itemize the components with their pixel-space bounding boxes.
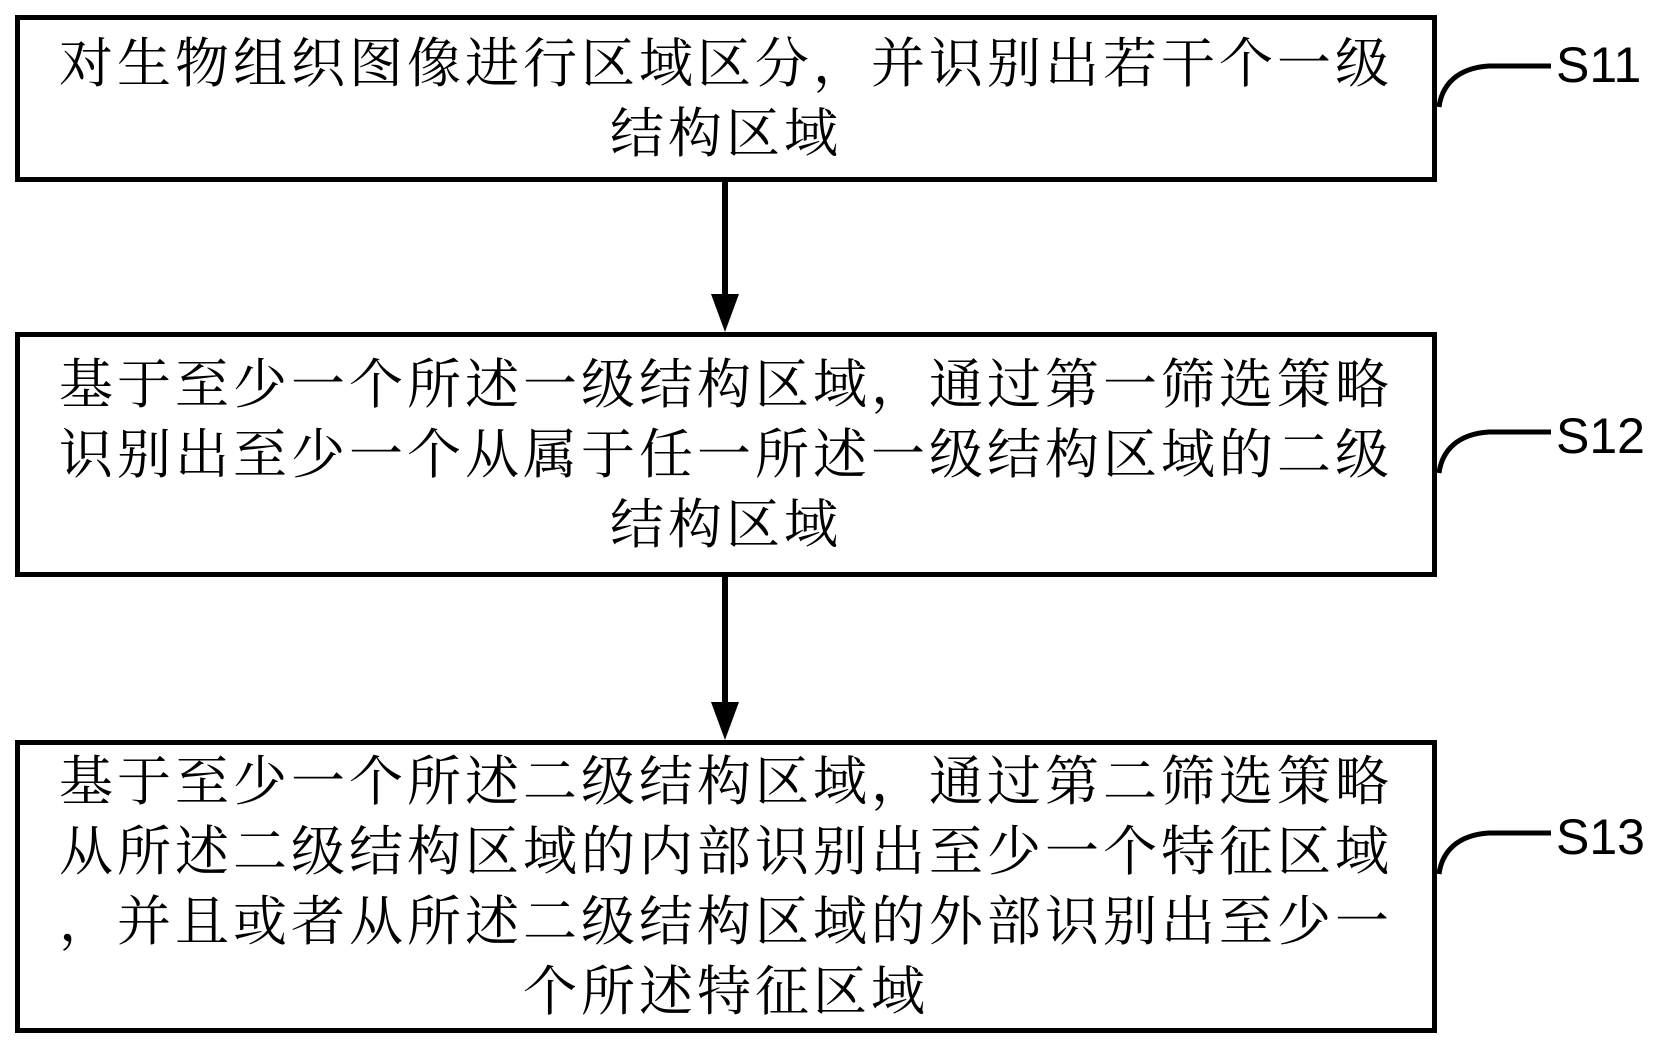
step-s13-text-line: 从所述二级结构区域的内部识别出至少一个特征区域	[59, 819, 1393, 883]
step-s12-text-line: 识别出至少一个从属于任一所述一级结构区域的二级	[59, 422, 1393, 486]
arrow-head	[711, 702, 739, 740]
step-label-s12: S12	[1556, 408, 1645, 464]
leader-line-s11	[1437, 60, 1555, 110]
step-s11-text-line: 结构区域	[610, 101, 842, 165]
step-box-s11	[15, 15, 1437, 182]
step-label-s13: S13	[1556, 809, 1645, 865]
step-s13-text-line: 个所述特征区域	[523, 959, 929, 1023]
step-s13-text-line: ，并且或者从所述二级结构区域的外部识别出至少一	[59, 889, 1393, 953]
step-box-s12	[15, 332, 1437, 577]
step-s12-text-line: 基于至少一个所述一级结构区域，通过第一筛选策略	[59, 352, 1393, 416]
step-s12-text-line: 结构区域	[610, 492, 842, 556]
step-box-s13	[15, 740, 1437, 1033]
leader-line-s13	[1437, 827, 1555, 877]
leader-line-s12	[1437, 426, 1555, 476]
step-label-s11: S11	[1556, 37, 1642, 93]
step-s13-text-line: 基于至少一个所述二级结构区域，通过第二筛选策略	[59, 749, 1393, 813]
arrow-shaft	[722, 182, 728, 298]
step-s11-text-line: 对生物组织图像进行区域区分，并识别出若干个一级	[59, 31, 1393, 95]
arrow-head	[711, 294, 739, 332]
arrow-shaft	[722, 577, 728, 704]
